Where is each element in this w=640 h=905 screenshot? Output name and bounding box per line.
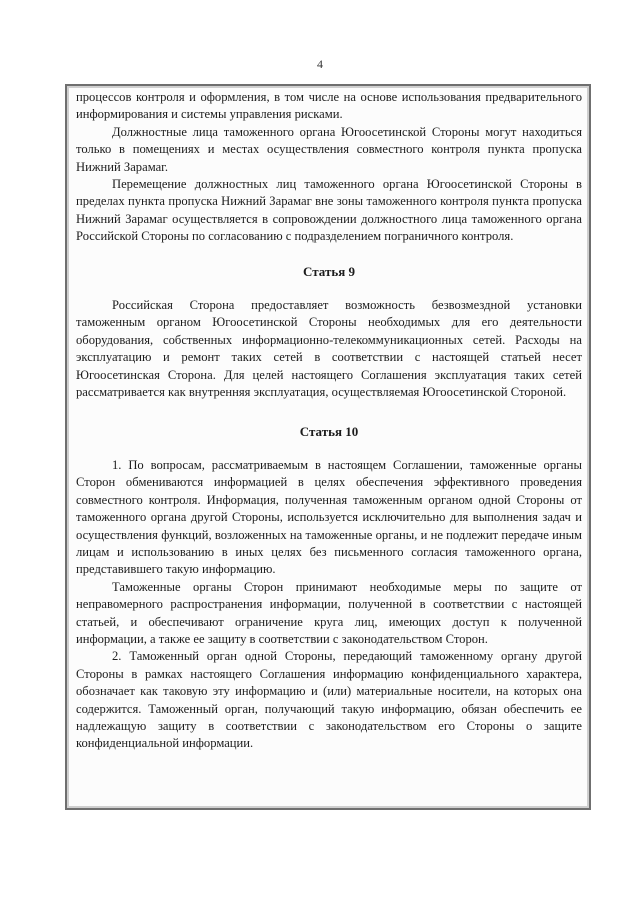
paragraph: 1. По вопросам, рассматриваемым в настоящем Соглашении, таможенные органы Сторон обмениваются информацией в целях обеспечения эффективного проведения совместного контроля. Информация, полученная таможенным органом одной Стороны от таможенного органа другой Стороны, используется исключительно для выполнения задач и осуществления функций, возложенных на таможенные органы, и не подлежит передаче иным лицам и использованию в иных целях без письменного согласия таможенного органа, представившего такую информацию. [76,457,582,577]
paragraph: 2. Таможенный орган одной Стороны, передающий таможенному органу другой Стороны в рамках настоящего Соглашения информацию конфиденциального характера, обозначает как таковую эту информацию и (или) материальные носители, на которых она содержится. Таможенный орган, получающий такую информацию, обязан обеспечить ее надлежащую защиту в соответствии с законодательством его Стороны о защите конфиденциальной информации. [76,649,582,751]
page-number: 4 [317,57,323,71]
paragraph: Российская Сторона предоставляет возможность безвозмездной установки таможенным органом Югоосетинской Стороны необходимых для его деятельности оборудования, собственных информационно-телекоммуникационных сетей. Расходы на эксплуатацию и ремонт таких сетей в соответствии с настоящей статьей несет Югоосетинская Сторона. Для целей настоящего Соглашения эксплуатация таких сетей рассматривается как внутренняя эксплуатация, осуществляемая Югоосетинской Стороной. [76,298,582,400]
document-body [76,89,582,753]
paragraph: Перемещение должностных лиц таможенного органа Югоосетинской Стороны в пределах пункта пропуска Нижний Зарамаг вне зоны таможенного контроля пункта пропуска Нижний Зарамаг осуществляется в сопровождении должностного лица таможенного органа Российской Стороны по согласованию с подразделением пограничного контроля. [76,177,582,244]
article-10-heading: Статья 10 [299,423,359,439]
paragraph: Должностные лица таможенного органа Югоосетинской Стороны могут находиться только в помещениях и местах осуществления совместного контроля пункта пропуска Нижний Зарамаг. [76,124,582,174]
paragraph-continuation: процессов контроля и оформления, в том числе на основе использования предварительного информирования и системы управления рисками. [76,90,582,122]
paragraph: Таможенные органы Сторон принимают необходимые меры по защите от неправомерного распространения информации, полученной в соответствии с настоящей статьей, и обеспечивают ограничение круга лиц, имеющих доступ к полученной информации, а также ее защиту в соответствии с законодательством Сторон. [76,579,582,646]
article-9-heading: Статья 9 [303,263,355,279]
